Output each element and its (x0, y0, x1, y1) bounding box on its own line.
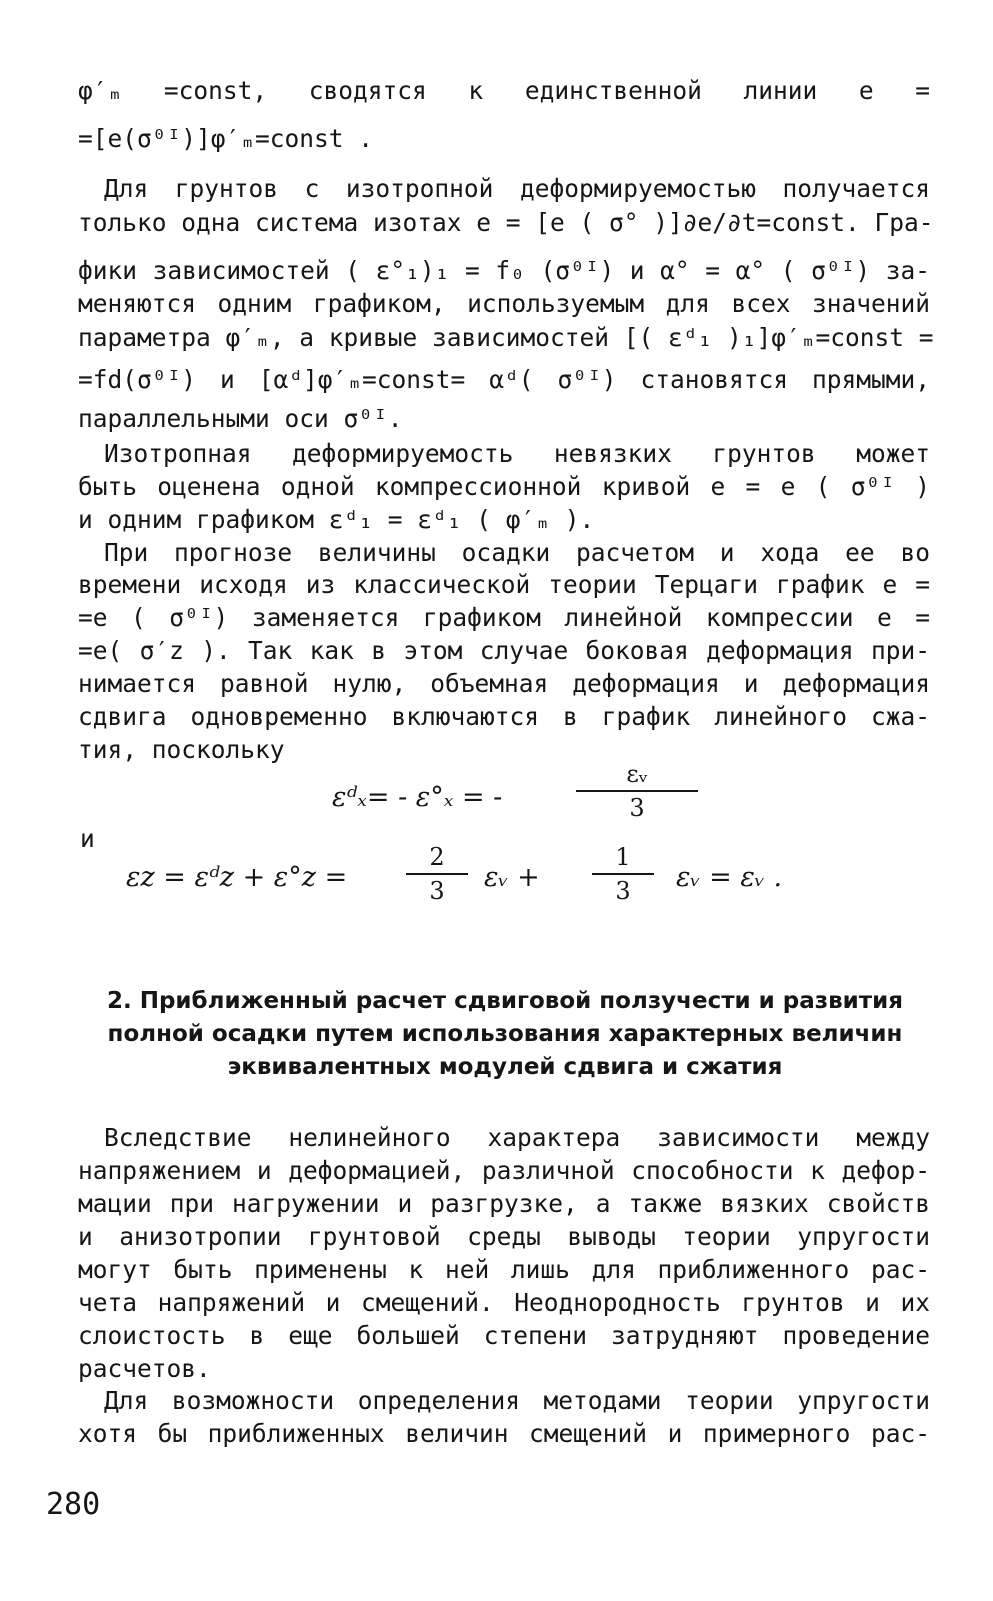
equation-2-fraction-1 (406, 843, 468, 905)
fraction-denominator: 3 (615, 877, 631, 905)
section-heading-line: полной осадки путем использования характерных величин (107, 1021, 903, 1047)
text-line: При прогнозе величины осадки расчетом и хода ее во (104, 538, 930, 567)
conjunction-and: и (80, 824, 95, 853)
text-line: расчетов. (78, 1354, 211, 1383)
fraction-numerator: 2 (406, 843, 468, 875)
text-line: меняются одним графиком, используемым для всех значений (78, 289, 930, 318)
text-line: напряжением и деформацией, различной способности к дефор- (78, 1156, 930, 1185)
equation-1-fraction (576, 760, 698, 822)
text-line: хотя бы приближенных величин смещений и примерного рас- (78, 1419, 930, 1448)
section-heading-line: эквивалентных модулей сдвига и сжатия (227, 1054, 783, 1080)
text-line: φ′ₘ =const, сводятся к единственной линии e = (78, 76, 930, 105)
text-line: Для грунтов с изотропной деформируемостью получается (104, 174, 930, 203)
text-line: только одна система изотах e = [e ( σ° )]∂e/∂t=const. Гра- (78, 208, 934, 237)
text-line: параметра φ′ₘ, а кривые зависимостей [( εᵈ₁ )₁]φ′ₘ=const = (78, 323, 934, 352)
section-heading-line: 2. Приближенный расчет сдвиговой ползучести и развития (106, 988, 904, 1014)
text-line: параллельными оси σ⁰ᴵ. (78, 404, 403, 433)
fraction-numerator: εᵥ (576, 760, 698, 792)
fraction-numerator: 1 (592, 843, 654, 875)
text-line: сдвига одновременно включаются в график линейного сжа- (78, 702, 930, 731)
equation-2-middle: εᵥ + (484, 862, 540, 893)
text-line: =[e(σ⁰ᴵ)]φ′ₘ=const . (78, 124, 374, 153)
text-line: нимается равной нулю, объемная деформация и деформация (78, 669, 930, 698)
text-line: и одним графиком εᵈ₁ = εᵈ₁ ( φ′ₘ ). (78, 505, 595, 534)
text-line: быть оценена одной компрессионной кривой e = e ( σ⁰ᴵ ) (78, 472, 930, 501)
text-line: времени исходя из классической теории Терцаги график e = (78, 570, 930, 599)
text-line: =fd(σ⁰ᴵ) и [αᵈ]φ′ₘ=const= αᵈ( σ⁰ᴵ) становятся прямыми, (78, 365, 930, 394)
text-line: слоистость в еще большей степени затрудняют проведение (78, 1321, 930, 1350)
text-line: тия, поскольку (78, 735, 285, 764)
text-line: Вследствие нелинейного характера зависимости между (104, 1123, 930, 1152)
text-line: могут быть применены к ней лишь для приближенного рас- (78, 1255, 930, 1284)
text-line: фики зависимостей ( ε°₁)₁ = f₀ (σ⁰ᴵ) и α° = α° ( σ⁰ᴵ) за- (78, 256, 930, 285)
text-line: =e( σ′z ). Так как в этом случае боковая деформация при- (78, 636, 930, 665)
text-line: Для возможности определения методами теории упругости (104, 1386, 930, 1415)
equation-2-fraction-2 (592, 843, 654, 905)
equation-2-rhs: εᵥ = εᵥ . (676, 862, 783, 893)
text-line: мации при нагружении и разгрузке, а также вязких свойств (78, 1189, 930, 1218)
page-number: 280 (46, 1487, 101, 1522)
text-line: и анизотропии грунтовой среды выводы теории упругости (78, 1222, 930, 1251)
text-line: чета напряжений и смещений. Неоднородность грунтов и их (78, 1288, 930, 1317)
equation-2-lhs: εz = εᵈz + ε°z = (126, 862, 348, 893)
fraction-denominator: 3 (429, 877, 445, 905)
fraction-denominator: 3 (629, 794, 645, 822)
text-line: Изотропная деформируемость невязких грунтов может (104, 439, 930, 468)
equation-1-lhs: εᵈₓ= - ε°ₓ = - (332, 782, 503, 813)
text-line: =e ( σ⁰ᴵ) заменяется графиком линейной компрессии e = (78, 603, 930, 632)
